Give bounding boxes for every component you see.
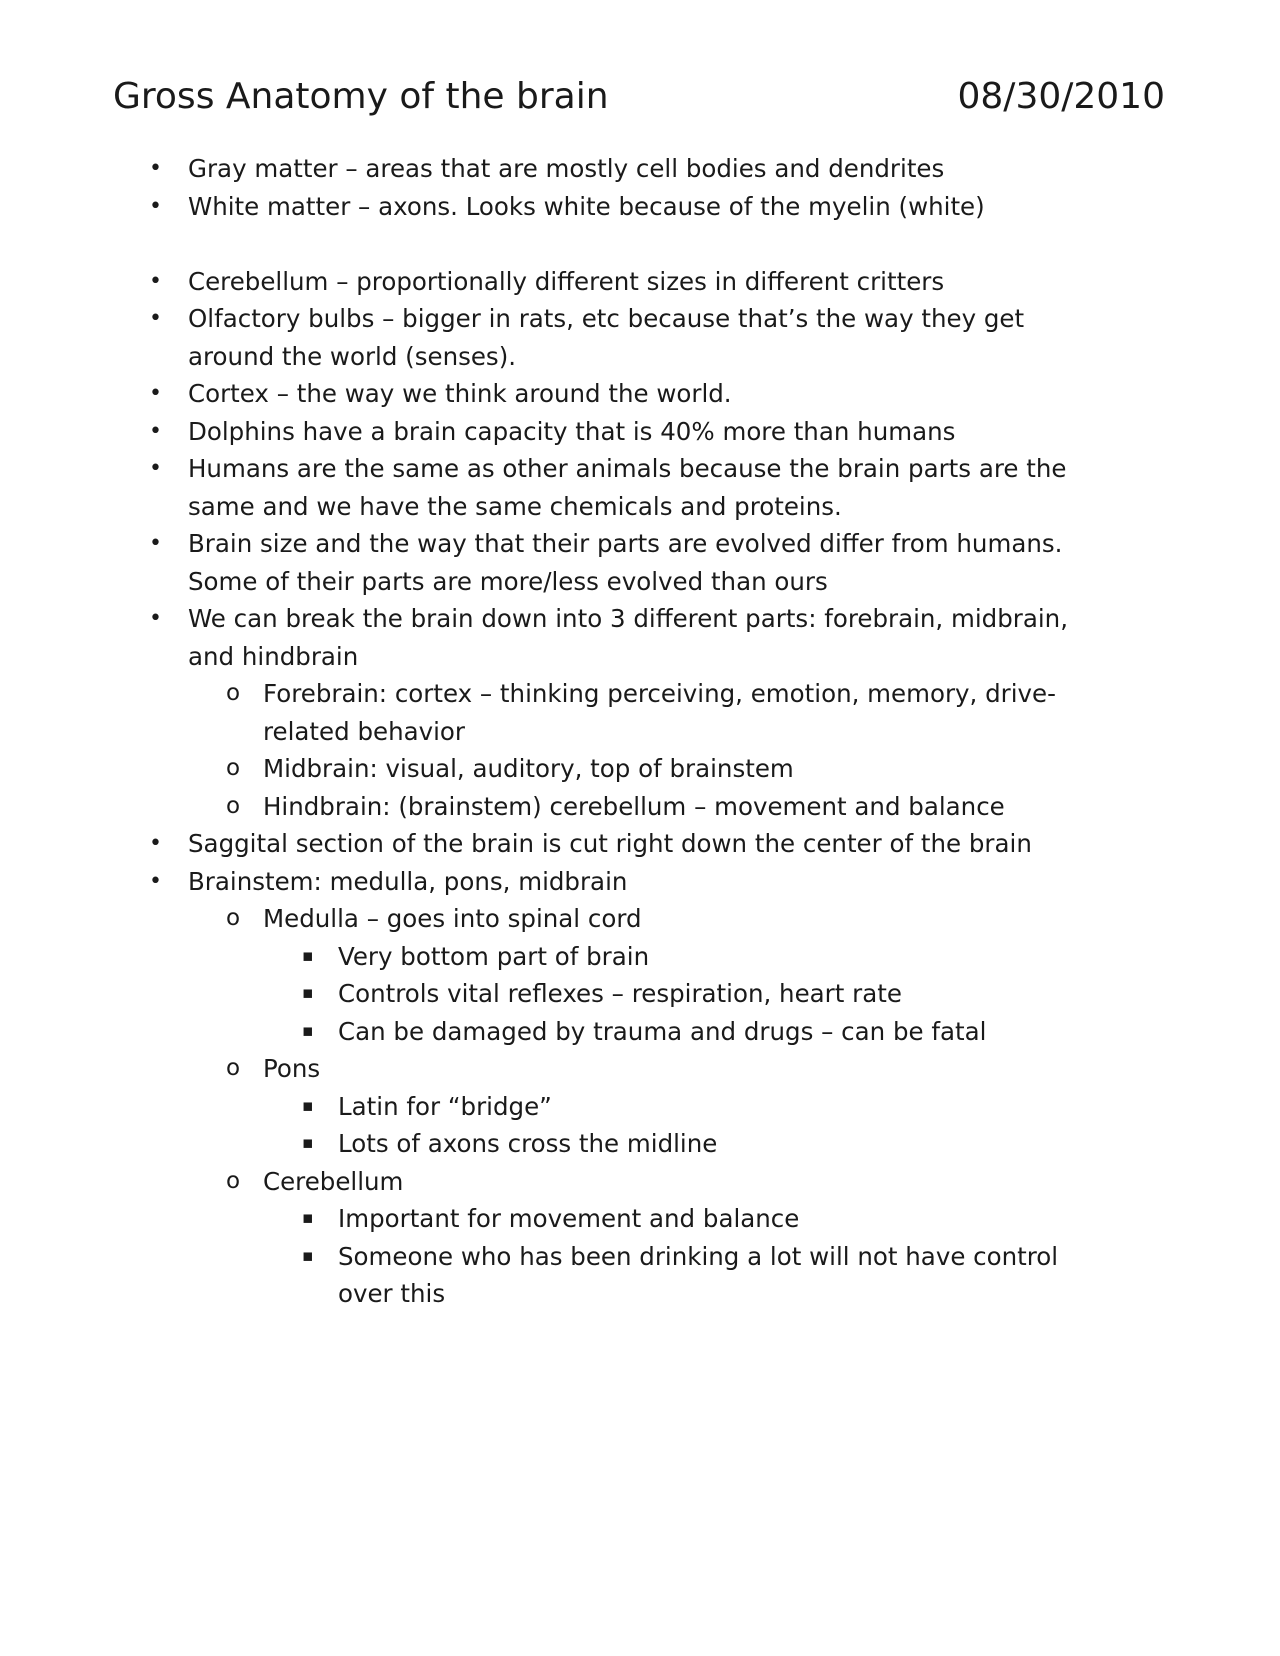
- list-item-text: around the world (senses).: [188, 341, 517, 371]
- list-item-text: Some of their parts are more/less evolved than ours: [188, 566, 828, 596]
- list-item-text: Someone who has been drinking a lot will not have control: [338, 1241, 1059, 1271]
- circle-marker: o: [226, 1055, 241, 1081]
- list-item-text: Saggital section of the brain is cut right down the center of the brain: [188, 829, 1032, 858]
- sub-sub-list-item: [0, 1238, 1280, 1313]
- sub-list-item: [0, 675, 1280, 750]
- list-item: [0, 600, 1280, 675]
- list-item-text: Hindbrain: (brainstem) cerebellum – movement and balance: [263, 791, 1005, 821]
- square-marker: ▪: [302, 1245, 314, 1266]
- circle-marker: o: [226, 905, 241, 931]
- bullet-marker: •: [149, 868, 162, 894]
- list-item-text: Humans are the same as other animals because the brain parts are the: [188, 454, 1067, 483]
- square-marker: ▪: [302, 983, 314, 1003]
- sub-sub-list-item: [0, 975, 1280, 1013]
- list-item-text: Can be damaged by trauma and drugs – can be fatal: [338, 1016, 987, 1046]
- page-date: 08/30/2010: [957, 76, 1165, 117]
- list-item: [0, 263, 1280, 301]
- bullet-marker: •: [149, 418, 162, 444]
- square-marker: ▪: [302, 945, 314, 966]
- square-marker: ▪: [302, 1208, 314, 1228]
- list-item-text: Midbrain: visual, auditory, top of brainstem: [263, 754, 794, 783]
- bullet-marker: •: [149, 268, 162, 294]
- sub-list-item: [0, 900, 1280, 938]
- bullet-marker: •: [149, 606, 162, 631]
- list-item-text: Gray matter – areas that are mostly cell bodies and dendrites: [188, 154, 945, 183]
- list-item-text: Lots of axons cross the midline: [338, 1129, 718, 1158]
- page-title: Gross Anatomy of the brain: [113, 76, 609, 117]
- circle-marker: o: [226, 680, 241, 706]
- sub-list-item: [0, 788, 1280, 826]
- list-item: [0, 525, 1280, 600]
- square-marker: ▪: [302, 1020, 314, 1041]
- list-item-text: Pons: [263, 1054, 321, 1083]
- bullet-marker: •: [149, 156, 162, 181]
- blank-line: [0, 225, 1280, 263]
- notes-list: [0, 150, 1280, 1313]
- sub-sub-list-item: [0, 1088, 1280, 1126]
- list-item-text: Cerebellum: [263, 1166, 404, 1196]
- circle-marker: o: [226, 755, 241, 781]
- list-item: [0, 863, 1280, 901]
- list-item-text: over this: [338, 1279, 446, 1308]
- circle-marker: o: [226, 1167, 241, 1194]
- bullet-marker: •: [149, 193, 162, 219]
- list-item-text: Olfactory bulbs – bigger in rats, etc because that’s the way they get: [188, 304, 1025, 333]
- bullet-marker: •: [149, 306, 162, 331]
- list-item: [0, 375, 1280, 413]
- square-marker: ▪: [302, 1133, 314, 1153]
- list-item-text: Brain size and the way that their parts are evolved differ from humans.: [188, 529, 1063, 558]
- list-item-text: Very bottom part of brain: [338, 941, 650, 971]
- list-item-text: Latin for “bridge”: [338, 1091, 552, 1121]
- sub-sub-list-item: [0, 1200, 1280, 1238]
- list-item-text: We can break the brain down into 3 different parts: forebrain, midbrain,: [188, 604, 1068, 633]
- list-item-text: Controls vital reflexes – respiration, heart rate: [338, 979, 902, 1008]
- sub-list-item: [0, 750, 1280, 788]
- sub-sub-list-item: [0, 1125, 1280, 1163]
- list-item: [0, 450, 1280, 525]
- list-item-text: Important for movement and balance: [338, 1204, 800, 1233]
- bullet-marker: •: [149, 456, 162, 481]
- list-item-text: Forebrain: cortex – thinking perceiving, emotion, memory, drive-: [263, 679, 1056, 708]
- bullet-marker: •: [149, 531, 162, 556]
- list-item-text: Cortex – the way we think around the world.: [188, 379, 732, 408]
- list-item-text: Dolphins have a brain capacity that is 40% more than humans: [188, 416, 956, 446]
- bullet-marker: •: [149, 831, 162, 856]
- list-item-text: Brainstem: medulla, pons, midbrain: [188, 866, 628, 896]
- square-marker: ▪: [302, 1095, 314, 1116]
- list-item-text: and hindbrain: [188, 641, 359, 671]
- list-item: [0, 825, 1280, 863]
- circle-marker: o: [226, 792, 241, 819]
- page-header: [113, 72, 1165, 122]
- list-item-text: White matter – axons. Looks white because of the myelin (white): [188, 191, 985, 221]
- list-item-text: related behavior: [263, 716, 465, 746]
- list-item: [0, 413, 1280, 451]
- list-item-text: same and we have the same chemicals and proteins.: [188, 491, 842, 521]
- sub-sub-list-item: [0, 1013, 1280, 1051]
- list-item-text: Medulla – goes into spinal cord: [263, 904, 642, 933]
- sub-list-item: [0, 1163, 1280, 1201]
- bullet-marker: •: [149, 381, 162, 406]
- sub-sub-list-item: [0, 938, 1280, 976]
- list-item: [0, 150, 1280, 188]
- sub-list-item: [0, 1050, 1280, 1088]
- list-item-text: Cerebellum – proportionally different sizes in different critters: [188, 266, 945, 296]
- list-item: [0, 188, 1280, 226]
- list-item: [0, 300, 1280, 375]
